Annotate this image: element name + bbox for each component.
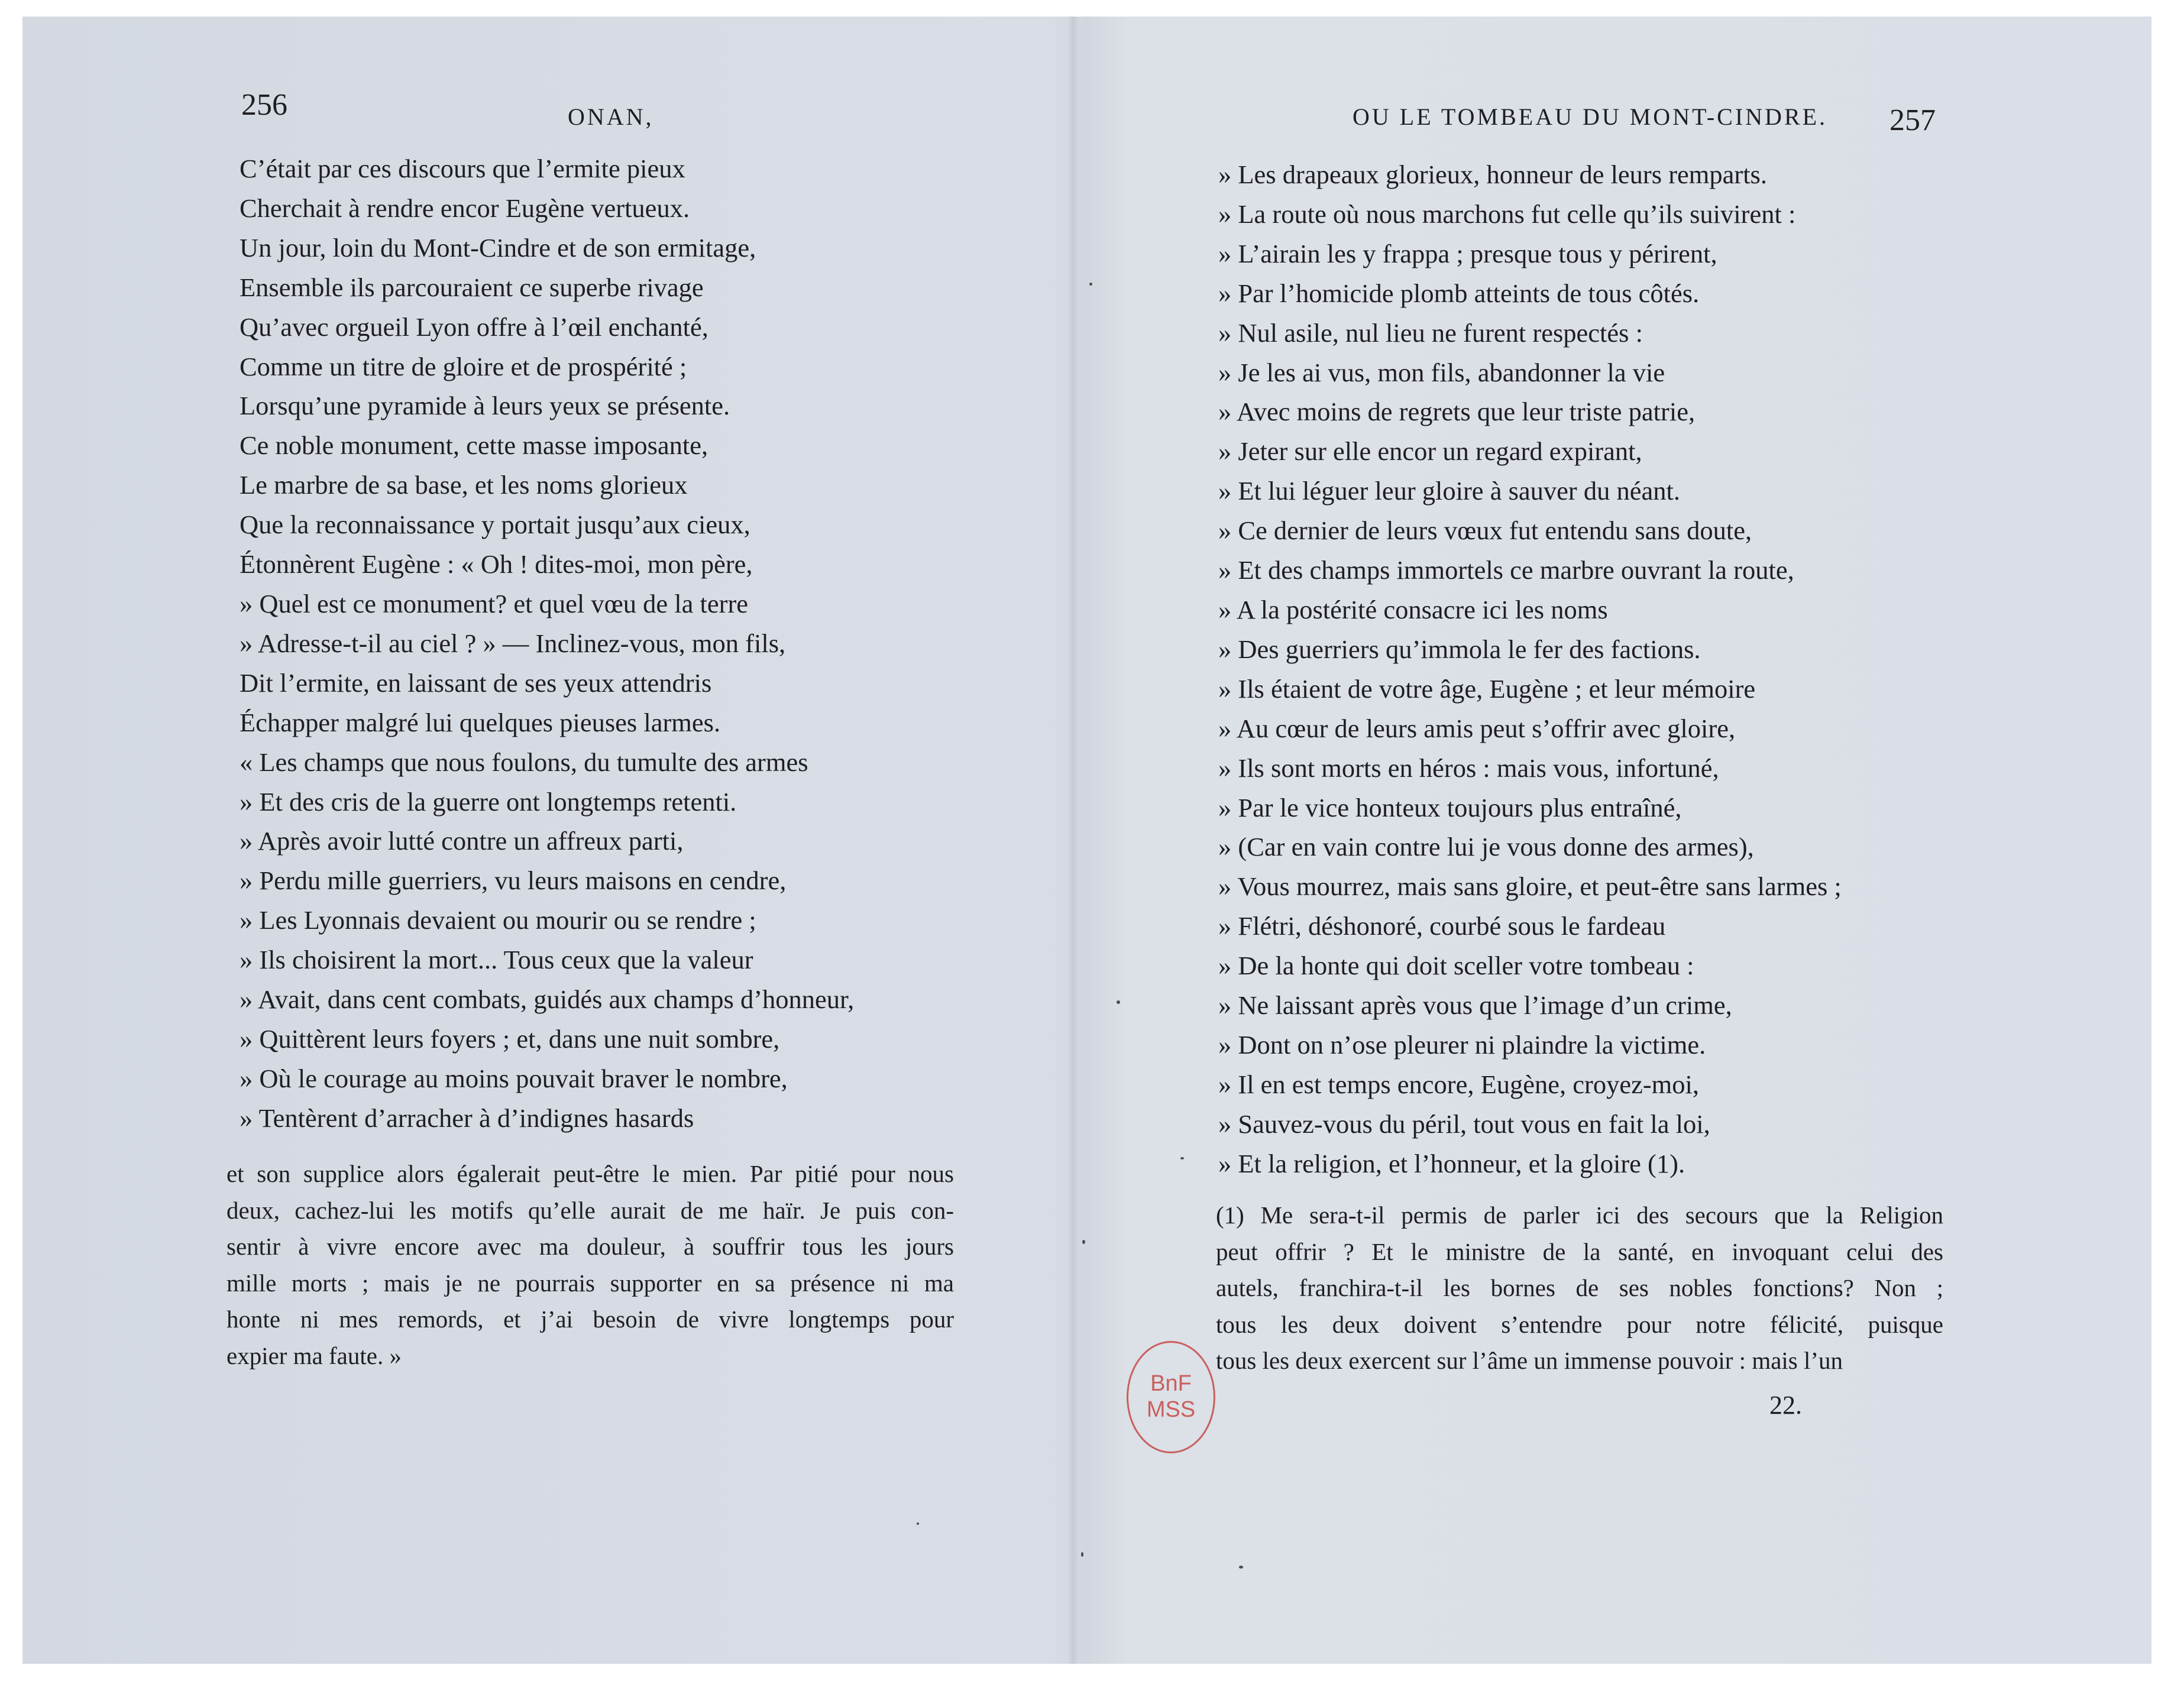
verse-line: » Il en est temps encore, Eugène, croyez-moi, xyxy=(1218,1069,1700,1099)
footnote-line: (1) Me sera-t-il permis de parler ici des secours que la Religion xyxy=(1216,1201,1943,1229)
verse-line: » Après avoir lutté contre un affreux parti, xyxy=(240,826,684,856)
paper-speck xyxy=(917,1522,919,1525)
verse-line: » Tentèrent d’arracher à d’indignes hasards xyxy=(240,1103,694,1133)
verse-line: » Sauvez-vous du péril, tout vous en fait la loi, xyxy=(1218,1109,1710,1139)
right-footnote xyxy=(1216,1197,1943,1379)
stamp-line-2: MSS xyxy=(1146,1397,1196,1422)
footnote-line: deux, cachez-lui les motifs qu’elle aurait de me haïr. Je puis con- xyxy=(227,1196,954,1224)
footnote-line: tous les deux exercent sur l’âme un immense pouvoir : mais l’un xyxy=(1216,1347,1843,1374)
verse-line: Lorsqu’une pyramide à leurs yeux se présente. xyxy=(240,391,730,421)
verse-line: » Dont on n’ose pleurer ni plaindre la victime. xyxy=(1218,1029,1706,1060)
paper-speck xyxy=(1089,283,1092,286)
verse-line: » Et la religion, et l’honneur, et la gloire (1). xyxy=(1218,1148,1685,1178)
verse-line: Cherchait à rendre encor Eugène vertueux. xyxy=(240,193,690,223)
verse-line: » Ils choisirent la mort... Tous ceux que la valeur xyxy=(240,945,753,975)
verse-line: » Ne laissant après vous que l’image d’un crime, xyxy=(1218,990,1732,1021)
verse-line: » (Car en vain contre lui je vous donne des armes), xyxy=(1218,832,1754,862)
left-verse-block xyxy=(240,149,854,1138)
verse-line: » Jeter sur elle encor un regard expirant, xyxy=(1218,436,1642,467)
verse-line: » Ils étaient de votre âge, Eugène ; et leur mémoire xyxy=(1218,673,1756,704)
verse-line: » L’airain les y frappa ; presque tous y périrent, xyxy=(1218,238,1717,268)
verse-line: » Ce dernier de leurs vœux fut entendu sans doute, xyxy=(1218,516,1752,546)
right-verse-block xyxy=(1218,155,1842,1184)
verse-line: » Je les ai vus, mon fils, abandonner la vie xyxy=(1218,357,1665,387)
left-footnote-continuation xyxy=(227,1156,954,1374)
verse-line: » Par le vice honteux toujours plus entraîné, xyxy=(1218,792,1682,822)
paper-speck xyxy=(1081,1552,1083,1557)
verse-line: » Adresse-t-il au ciel ? » — Inclinez-vous, mon fils, xyxy=(240,628,786,658)
footnote-line: mille morts ; mais je ne pourrais supporter en sa présence ni ma xyxy=(227,1269,954,1297)
verse-line: » Avec moins de regrets que leur triste patrie, xyxy=(1218,397,1696,427)
verse-line: » A la postérité consacre ici les noms xyxy=(1218,594,1608,624)
footnote-line: expier ma faute. » xyxy=(227,1342,402,1369)
right-page-number: 257 xyxy=(1889,103,1936,137)
stamp-line-1: BnF xyxy=(1150,1371,1192,1397)
gutter-fold xyxy=(1068,17,1079,1664)
verse-line: » Quittèrent leurs foyers ; et, dans une nuit sombre, xyxy=(240,1023,780,1054)
verse-line: » Et lui léguer leur gloire à sauver du néant. xyxy=(1218,476,1680,506)
verse-line: » Les Lyonnais devaient ou mourir ou se rendre ; xyxy=(240,905,756,935)
paper-speck xyxy=(1082,1240,1085,1244)
verse-line: Comme un titre de gloire et de prospérité ; xyxy=(240,351,687,381)
verse-line: » Perdu mille guerriers, vu leurs maisons en cendre, xyxy=(240,866,787,896)
footnote-line: sentir à vivre encore avec ma douleur, à souffrir tous les jours xyxy=(227,1233,954,1260)
left-page-number: 256 xyxy=(241,88,287,122)
footnote-line: et son supplice alors égalerait peut-être le mien. Par pitié pour nous xyxy=(227,1160,954,1187)
paper-speck xyxy=(1180,1157,1184,1159)
verse-line: Un jour, loin du Mont-Cindre et de son ermitage, xyxy=(240,232,756,263)
verse-line: Qu’avec orgueil Lyon offre à l’œil enchanté, xyxy=(240,312,708,342)
verse-line: » Par l’homicide plomb atteints de tous côtés. xyxy=(1218,278,1700,308)
verse-line: C’était par ces discours que l’ermite pieux xyxy=(240,154,685,183)
verse-line: » Flétri, déshonoré, courbé sous le fardeau xyxy=(1218,911,1666,941)
verse-line: » Des guerriers qu’immola le fer des factions. xyxy=(1218,634,1701,664)
paper-speck xyxy=(1117,1000,1120,1004)
verse-line: » Vous mourrez, mais sans gloire, et peut-être sans larmes ; xyxy=(1218,872,1842,902)
right-running-head: OU LE TOMBEAU DU MONT-CINDRE. xyxy=(1353,103,1828,130)
footnote-line: honte ni mes remords, et j’ai besoin de vivre longtemps pour xyxy=(227,1305,954,1333)
library-stamp xyxy=(1127,1341,1215,1453)
verse-line: » Quel est ce monument? et quel vœu de la terre xyxy=(240,588,749,618)
verse-line: » Où le courage au moins pouvait braver le nombre, xyxy=(240,1063,788,1093)
signature-mark: 22. xyxy=(1769,1391,1802,1420)
verse-line: » De la honte qui doit sceller votre tombeau : xyxy=(1218,951,1694,981)
verse-line: » Nul asile, nul lieu ne furent respectés : xyxy=(1218,318,1643,348)
verse-line: » Les drapeaux glorieux, honneur de leurs remparts. xyxy=(1218,160,1768,189)
verse-line: » Au cœur de leurs amis peut s’offrir avec gloire, xyxy=(1218,713,1736,743)
verse-line: » La route où nous marchons fut celle qu’ils suivirent : xyxy=(1218,199,1796,229)
verse-line: Étonnèrent Eugène : « Oh ! dites-moi, mon père, xyxy=(240,549,753,579)
paper-speck xyxy=(1239,1566,1243,1569)
footnote-line: peut offrir ? Et le ministre de la santé, en invoquant celui des xyxy=(1216,1238,1943,1265)
verse-line: Le marbre de sa base, et les noms glorieux xyxy=(240,470,688,500)
verse-line: » Avait, dans cent combats, guidés aux champs d’honneur, xyxy=(240,984,855,1015)
verse-line: Ce noble monument, cette masse imposante, xyxy=(240,430,708,461)
verse-line: Dit l’ermite, en laissant de ses yeux attendris xyxy=(240,668,712,698)
footnote-line: autels, franchira-t-il les bornes de ses nobles fonctions? Non ; xyxy=(1216,1274,1943,1301)
footnote-line: tous les deux doivent s’entendre pour notre félicité, puisque xyxy=(1216,1310,1943,1338)
verse-line: Ensemble ils parcouraient ce superbe rivage xyxy=(240,272,704,302)
verse-line: « Les champs que nous foulons, du tumulte des armes xyxy=(240,747,808,777)
verse-line: » Et des champs immortels ce marbre ouvrant la route, xyxy=(1218,555,1794,585)
verse-line: » Ils sont morts en héros : mais vous, infortuné, xyxy=(1218,753,1719,783)
verse-line: Que la reconnaissance y portait jusqu’aux cieux, xyxy=(240,510,750,540)
left-running-head: ONAN, xyxy=(568,103,654,130)
verse-line: » Et des cris de la guerre ont longtemps retenti. xyxy=(240,786,737,817)
verse-line: Échapper malgré lui quelques pieuses larmes. xyxy=(240,707,721,737)
